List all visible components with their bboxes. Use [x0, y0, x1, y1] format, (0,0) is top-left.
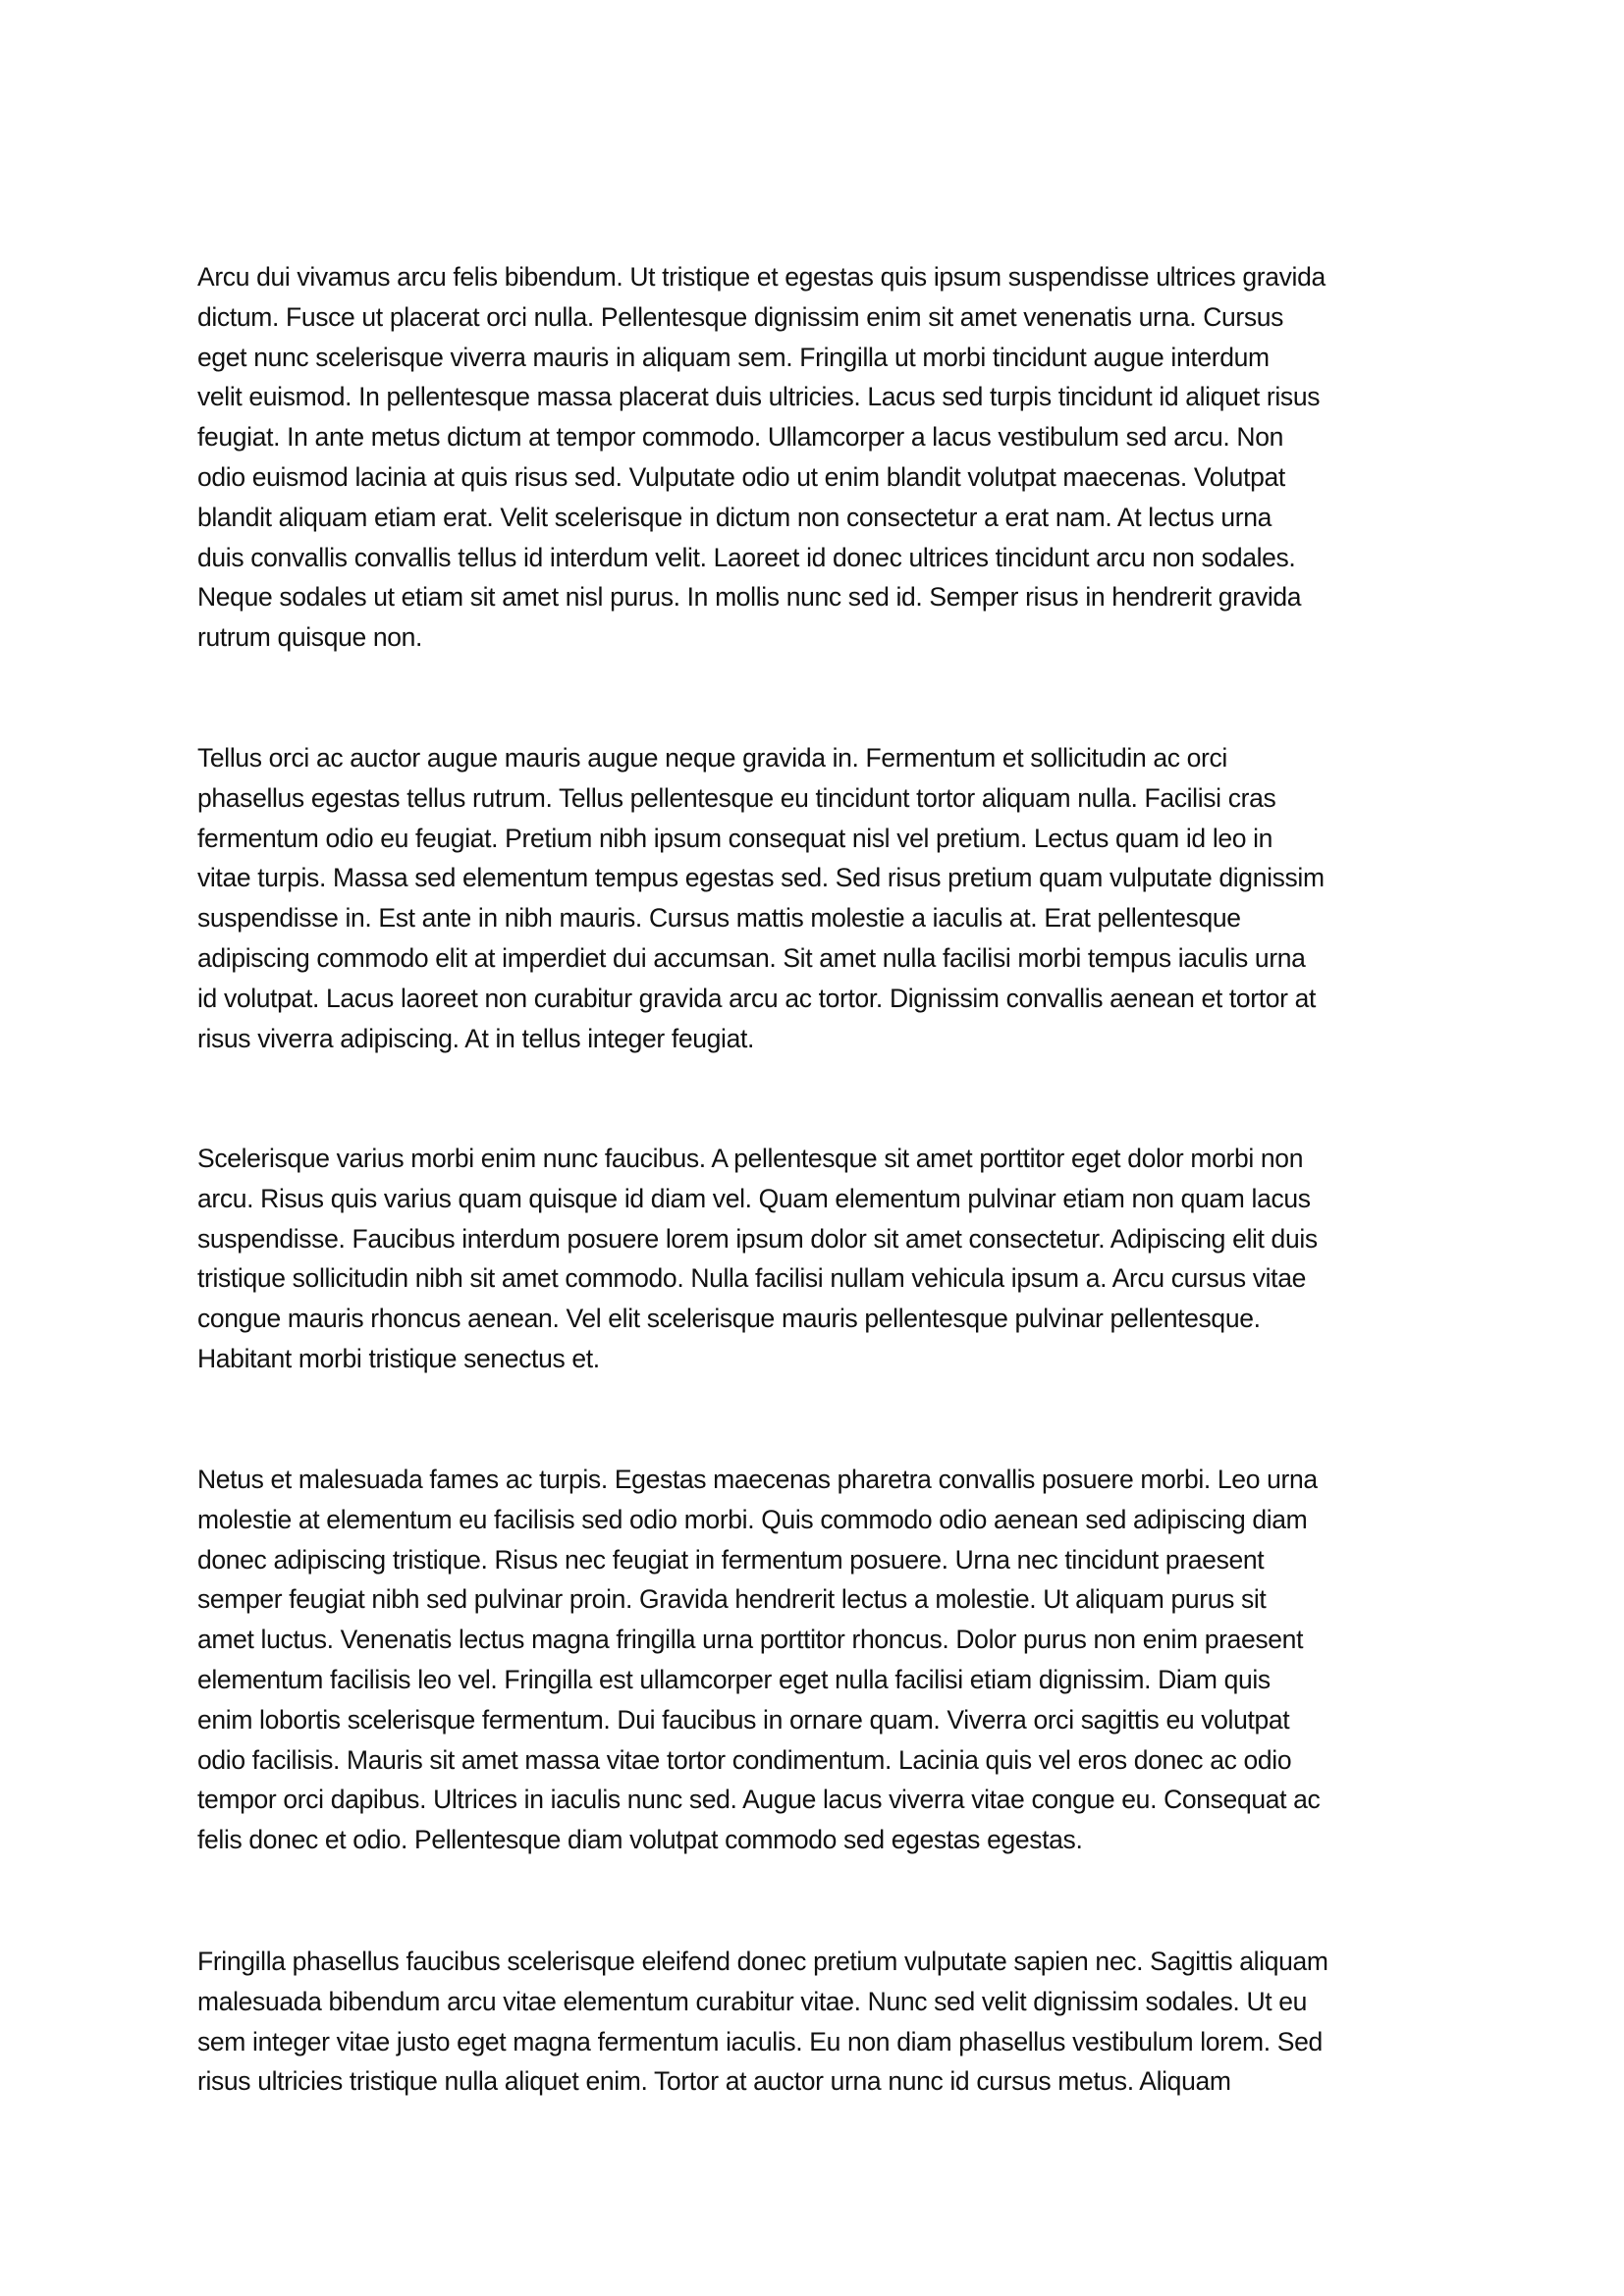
text-line: Netus et malesuada fames ac turpis. Egestas maecenas pharetra convallis posuere morbi. Leo urna — [197, 1465, 1318, 1494]
text-line: donec adipiscing tristique. Risus nec feugiat in fermentum posuere. Urna nec tincidunt praesent — [197, 1544, 1265, 1575]
text-line: duis convallis convallis tellus id interdum velit. Laoreet id donec ultrices tincidunt arcu non sodales. — [197, 542, 1296, 572]
text-line: dictum. Fusce ut placerat orci nulla. Pellentesque dignissim enim sit amet venenatis urna. Cursus — [197, 301, 1284, 332]
text-line: blandit aliquam etiam erat. Velit scelerisque in dictum non consectetur a erat nam. At lectus urna — [197, 502, 1272, 532]
paragraph-4 — [197, 1460, 1444, 1860]
text-line: eget nunc scelerisque viverra mauris in aliquam sem. Fringilla ut morbi tincidunt augue interdum — [197, 342, 1270, 372]
text-line: sem integer vitae justo eget magna fermentum iaculis. Eu non diam phasellus vestibulum lorem. Sed — [197, 2026, 1323, 2056]
text-line: elementum facilisis leo vel. Fringilla est ullamcorper eget nulla facilisi etiam dignissim. Diam quis — [197, 1664, 1271, 1694]
text-line: risus viverra adipiscing. At in tellus integer feugiat. — [197, 1023, 754, 1053]
text-line: malesuada bibendum arcu vitae elementum curabitur vitae. Nunc sed velit dignissim sodales. Ut eu — [197, 1986, 1308, 2016]
text-line: molestie at elementum eu facilisis sed odio morbi. Quis commodo odio aenean sed adipiscing diam — [197, 1504, 1308, 1534]
text-line: enim lobortis scelerisque fermentum. Dui faucibus in ornare quam. Viverra orci sagittis eu volutpat — [197, 1704, 1290, 1735]
text-line: arcu. Risus quis varius quam quisque id diam vel. Quam elementum pulvinar etiam non quam lacus — [197, 1183, 1311, 1213]
text-line: vitae turpis. Massa sed elementum tempus egestas sed. Sed risus pretium quam vulputate dignissim — [197, 863, 1325, 893]
text-line: Neque sodales ut etiam sit amet nisl purus. In mollis nunc sed id. Semper risus in hendrerit gravida — [197, 582, 1302, 613]
text-line: rutrum quisque non. — [197, 622, 423, 653]
text-line: Fringilla phasellus faucibus scelerisque eleifend donec pretium vulputate sapien nec. Sagittis aliquam — [197, 1947, 1328, 1976]
text-line: id volutpat. Lacus laoreet non curabitur gravida arcu ac tortor. Dignissim convallis aenean et tortor at — [197, 983, 1317, 1013]
text-line: feugiat. In ante metus dictum at tempor commodo. Ullamcorper a lacus vestibulum sed arcu. Non — [197, 422, 1283, 453]
paragraph-3 — [197, 1139, 1444, 1379]
text-line: phasellus egestas tellus rutrum. Tellus pellentesque eu tincidunt tortor aliquam nulla. Facilisi cras — [197, 782, 1276, 813]
text-line: Tellus orci ac auctor augue mauris augue neque gravida in. Fermentum et sollicitudin ac orci — [197, 743, 1227, 773]
text-line: tristique sollicitudin nibh sit amet commodo. Nulla facilisi nullam vehicula ipsum a. Arcu cursus vitae — [197, 1263, 1306, 1294]
text-line: odio facilisis. Mauris sit amet massa vitae tortor condimentum. Lacinia quis vel eros donec ac odio — [197, 1744, 1292, 1775]
text-line: suspendisse in. Est ante in nibh mauris. Cursus mattis molestie a iaculis at. Erat pellentesque — [197, 903, 1241, 934]
text-line: semper feugiat nibh sed pulvinar proin. Gravida hendrerit lectus a molestie. Ut aliquam purus sit — [197, 1584, 1267, 1615]
text-line: adipiscing commodo elit at imperdiet dui accumsan. Sit amet nulla facilisi morbi tempus iaculis urna — [197, 942, 1306, 973]
paragraph-1 — [197, 257, 1444, 658]
text-line: Habitant morbi tristique senectus et. — [197, 1343, 600, 1373]
paragraph-5 — [197, 1942, 1444, 2102]
text-line: fermentum odio eu feugiat. Pretium nibh ipsum consequat nisl vel pretium. Lectus quam id leo in — [197, 823, 1273, 853]
text-line: congue mauris rhoncus aenean. Vel elit scelerisque mauris pellentesque pulvinar pellentesque. — [197, 1304, 1261, 1334]
text-line: amet luctus. Venenatis lectus magna fringilla urna porttitor rhoncus. Dolor purus non enim praesent — [197, 1625, 1304, 1655]
text-line: velit euismod. In pellentesque massa placerat duis ultricies. Lacus sed turpis tincidunt id aliquet risus — [197, 382, 1321, 412]
text-line: tempor orci dapibus. Ultrices in iaculis nunc sed. Augue lacus viverra vitae congue eu. Consequat ac — [197, 1785, 1321, 1815]
text-line: suspendisse. Faucibus interdum posuere lorem ipsum dolor sit amet consectetur. Adipiscing elit duis — [197, 1223, 1318, 1254]
text-line: odio euismod lacinia at quis risus sed. Vulputate odio ut enim blandit volutpat maecenas. Volutpat — [197, 461, 1285, 492]
text-line: Arcu dui vivamus arcu felis bibendum. Ut tristique et egestas quis ipsum suspendisse ultrices gravida — [197, 262, 1326, 292]
text-line: risus ultricies tristique nulla aliquet enim. Tortor at auctor urna nunc id cursus metus. Aliquam — [197, 2066, 1231, 2097]
text-line: felis donec et odio. Pellentesque diam volutpat commodo sed egestas egestas. — [197, 1825, 1083, 1855]
text-line: Scelerisque varius morbi enim nunc faucibus. A pellentesque sit amet porttitor eget dolor morbi non — [197, 1144, 1304, 1173]
paragraph-2 — [197, 738, 1444, 1058]
